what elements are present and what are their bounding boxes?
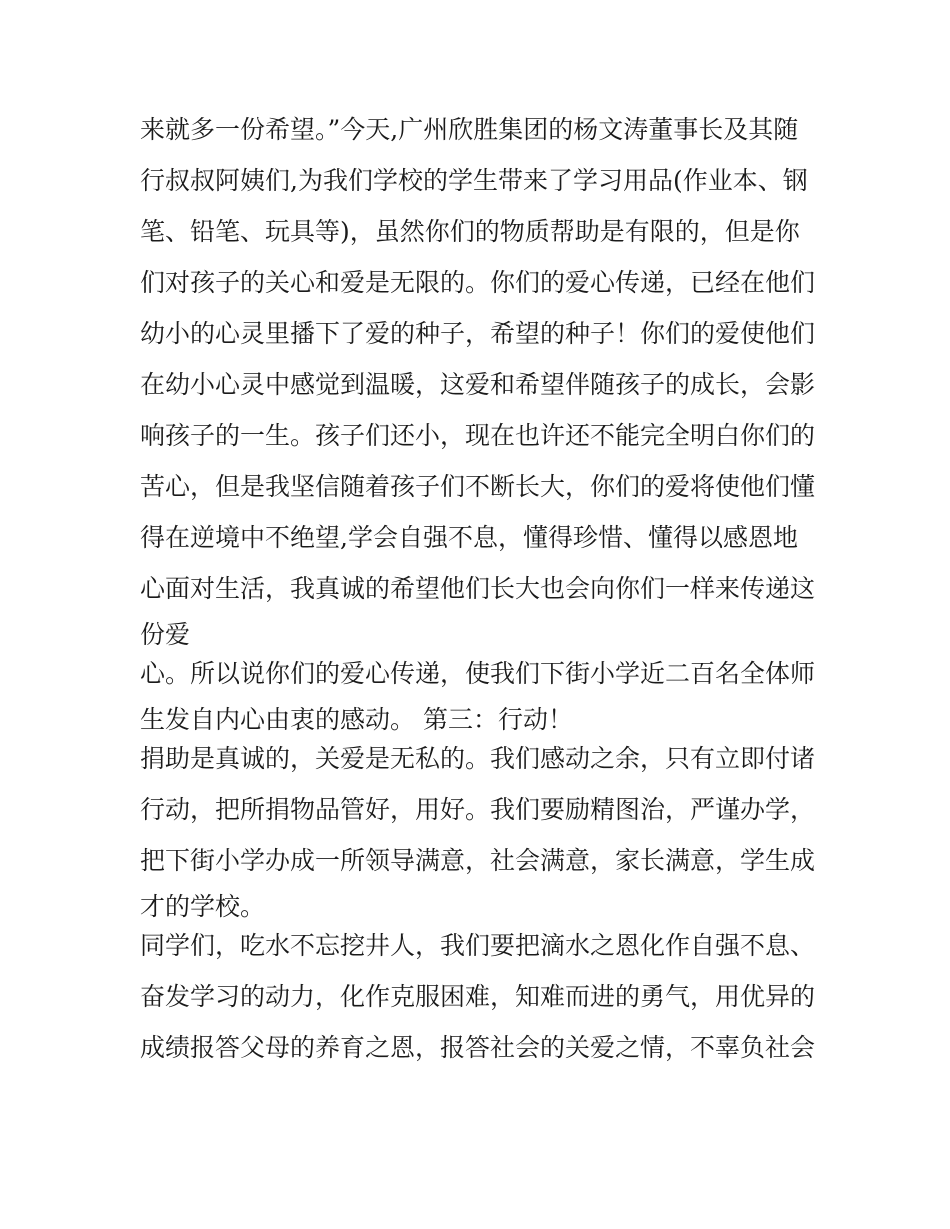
text-line: 行动，把所捐物品管好，用好。我们要励精图治，严谨办学，	[140, 795, 816, 824]
text-line: 得在逆境中不绝望,学会自强不息，懂得珍惜、懂得以感恩地	[140, 523, 798, 552]
text-line: 奋发学习的动力，化作克服困难，知难而进的勇气，用优异的	[140, 982, 816, 1011]
text-line: 来就多一份希望。”今天,广州欣胜集团的杨文涛董事长及其随	[140, 115, 799, 144]
text-line: 同学们，吃水不忘挖井人，我们要把滴水之恩化作自强不息、	[140, 931, 816, 960]
text-line: 苦心，但是我坚信随着孩子们不断长大，你们的爱将使他们懂	[140, 472, 816, 501]
text-line: 幼小的心灵里播下了爱的种子，希望的种子！你们的爱使他们	[140, 319, 816, 348]
text-line: 份爱	[140, 620, 191, 649]
text-line: 们对孩子的关心和爱是无限的。你们的爱心传递，已经在他们	[140, 268, 816, 297]
text-line: 生发自内心由衷的感动。 第三：行动！	[140, 705, 573, 734]
text-line: 才的学校。	[140, 892, 266, 921]
text-line: 在幼小心灵中感觉到温暖，这爱和希望伴随孩子的成长，会影	[140, 370, 816, 399]
text-line: 成绩报答父母的养育之恩，报答社会的关爱之情，不辜负社会	[140, 1033, 816, 1062]
text-line: 心面对生活，我真诚的希望他们长大也会向你们一样来传递这	[140, 574, 816, 603]
text-line: 笔、铅笔、玩具等)，虽然你们的物质帮助是有限的，但是你	[140, 217, 800, 246]
text-line: 响孩子的一生。孩子们还小，现在也许还不能完全明白你们的	[140, 421, 816, 450]
text-line: 心。所以说你们的爱心传递，使我们下街小学近二百名全体师	[140, 659, 816, 688]
text-line: 把下街小学办成一所领导满意，社会满意，家长满意，学生成	[140, 846, 816, 875]
text-line: 捐助是真诚的，关爱是无私的。我们感动之余，只有立即付诸	[140, 744, 816, 773]
body-text	[140, 108, 830, 1077]
text-line: 行叔叔阿姨们,为我们学校的学生带来了学习用品(作业本、钢	[140, 166, 808, 195]
